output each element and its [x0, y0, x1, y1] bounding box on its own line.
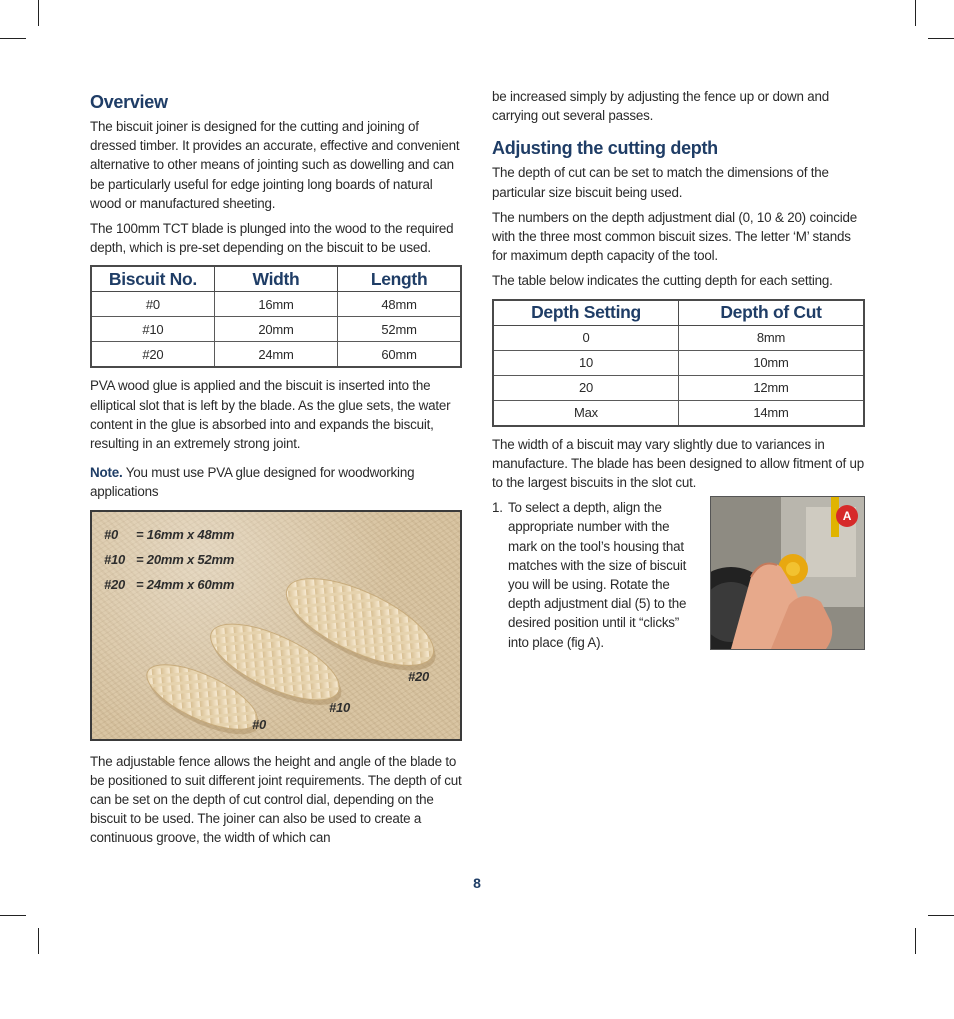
fence-paragraph: The adjustable fence allows the height and angle of the blade to be positioned to suit different joint requirements. The depth of cut can be set on the depth of cut control dial, depending on the biscuit to be used. The joiner can also be used to create a continuous groove, the width of which can	[90, 753, 462, 846]
crop-mark	[928, 915, 954, 916]
table-cell: 24mm	[214, 342, 337, 368]
step-block	[492, 498, 865, 658]
table-cell: 8mm	[679, 325, 865, 350]
table-cell: 10mm	[679, 350, 865, 375]
table-cell: 16mm	[214, 292, 337, 317]
biscuit-label-0: #0	[252, 716, 267, 732]
step-number: 1.	[492, 500, 503, 516]
table-cell: 20	[493, 375, 679, 400]
overview-paragraph: The biscuit joiner is designed for the cutting and joining of dressed timber. It provides an accurate, effective and convenient alternative to other means of jointing such as dowelling and can be particularly useful for edge jointing long boards of natural wood or manufactured sheeting.	[90, 119, 460, 211]
figure-a	[710, 496, 865, 650]
biscuit-table-header: Width	[214, 266, 337, 292]
biscuit-label-10: #10	[329, 699, 351, 715]
biscuits-photo	[90, 510, 462, 741]
depth-paragraph-1: The depth of cut can be set to match the dimensions of the particular size biscuit being used.	[492, 165, 829, 200]
table-cell: #0	[91, 292, 214, 317]
biscuit-label-20: #20	[408, 668, 430, 684]
depth-heading: Adjusting the cutting depth	[492, 138, 718, 159]
table-cell: 0	[493, 325, 679, 350]
crop-mark	[38, 0, 39, 26]
depth-paragraph-2: The numbers on the depth adjustment dial (0, 10 & 20) coincide with the three most common biscuit sizes. The letter ‘M’ stands for maximum depth capacity of the tool.	[492, 209, 857, 264]
crop-mark	[915, 0, 916, 26]
biscuit-table-header: Length	[338, 266, 461, 292]
table-cell: 12mm	[679, 375, 865, 400]
crop-mark	[0, 915, 26, 916]
continued-paragraph: be increased simply by adjusting the fence up or down and carrying out several passes.	[492, 89, 829, 124]
table-row	[493, 400, 864, 426]
table-cell: #10	[91, 317, 214, 342]
legend-value: = 24mm x 60mm	[136, 576, 235, 592]
table-cell: 14mm	[679, 400, 865, 426]
crop-mark	[38, 928, 39, 954]
biscuit-table	[90, 265, 462, 368]
crop-mark	[0, 38, 26, 39]
table-row	[91, 292, 461, 317]
legend-key: #20	[104, 576, 126, 592]
crop-mark	[928, 38, 954, 39]
overview-heading: Overview	[90, 92, 168, 112]
depth-paragraph-3: The table below indicates the cutting depth for each setting.	[492, 273, 833, 289]
right-column	[492, 87, 865, 658]
note-text: You must use PVA glue designed for woodworking applications	[90, 465, 415, 500]
legend-value: = 20mm x 52mm	[136, 551, 235, 567]
table-cell: 52mm	[338, 317, 461, 342]
legend-key: #10	[104, 551, 126, 567]
legend-value: = 16mm x 48mm	[136, 526, 235, 542]
biscuit-table-header: Biscuit No.	[91, 266, 214, 292]
table-row	[493, 325, 864, 350]
width-paragraph: The width of a biscuit may vary slightly due to variances in manufacture. The blade has been designed to allow fitment of up to the largest biscuits in the slot cut.	[492, 436, 865, 491]
legend-key: #0	[104, 526, 119, 542]
table-row	[493, 375, 864, 400]
glue-paragraph: PVA wood glue is applied and the biscuit is inserted into the elliptical slot that is left by the blade. As the glue sets, the water content in the glue is absorbed into and expands the biscuit, resulting in an extremely strong joint.	[90, 378, 451, 452]
note-label: Note.	[90, 465, 123, 481]
table-cell: 60mm	[338, 342, 461, 368]
depth-table	[492, 299, 865, 427]
blade-paragraph: The 100mm TCT blade is plunged into the wood to the required depth, which is pre-set depending on the biscuit to be used.	[90, 221, 454, 256]
table-cell: 10	[493, 350, 679, 375]
crop-mark	[915, 928, 916, 954]
list-item	[492, 498, 701, 652]
step-text: To select a depth, align the appropriate number with the mark on the tool’s housing that matches with the size of biscuit you will be using. Rotate the depth adjustment dial (5) to the desired position until it “clicks” into place (fig A).	[508, 500, 687, 650]
page-number: 8	[473, 875, 481, 891]
table-row	[91, 342, 461, 368]
note-paragraph	[90, 463, 462, 501]
depth-table-header: Depth Setting	[493, 300, 679, 326]
biscuits-illustration	[92, 512, 460, 739]
table-row	[493, 350, 864, 375]
depth-table-header: Depth of Cut	[679, 300, 865, 326]
table-row	[91, 317, 461, 342]
table-cell: 20mm	[214, 317, 337, 342]
figure-a-label: A	[842, 509, 852, 524]
left-column	[90, 91, 462, 854]
table-cell: #20	[91, 342, 214, 368]
table-cell: Max	[493, 400, 679, 426]
table-cell: 48mm	[338, 292, 461, 317]
